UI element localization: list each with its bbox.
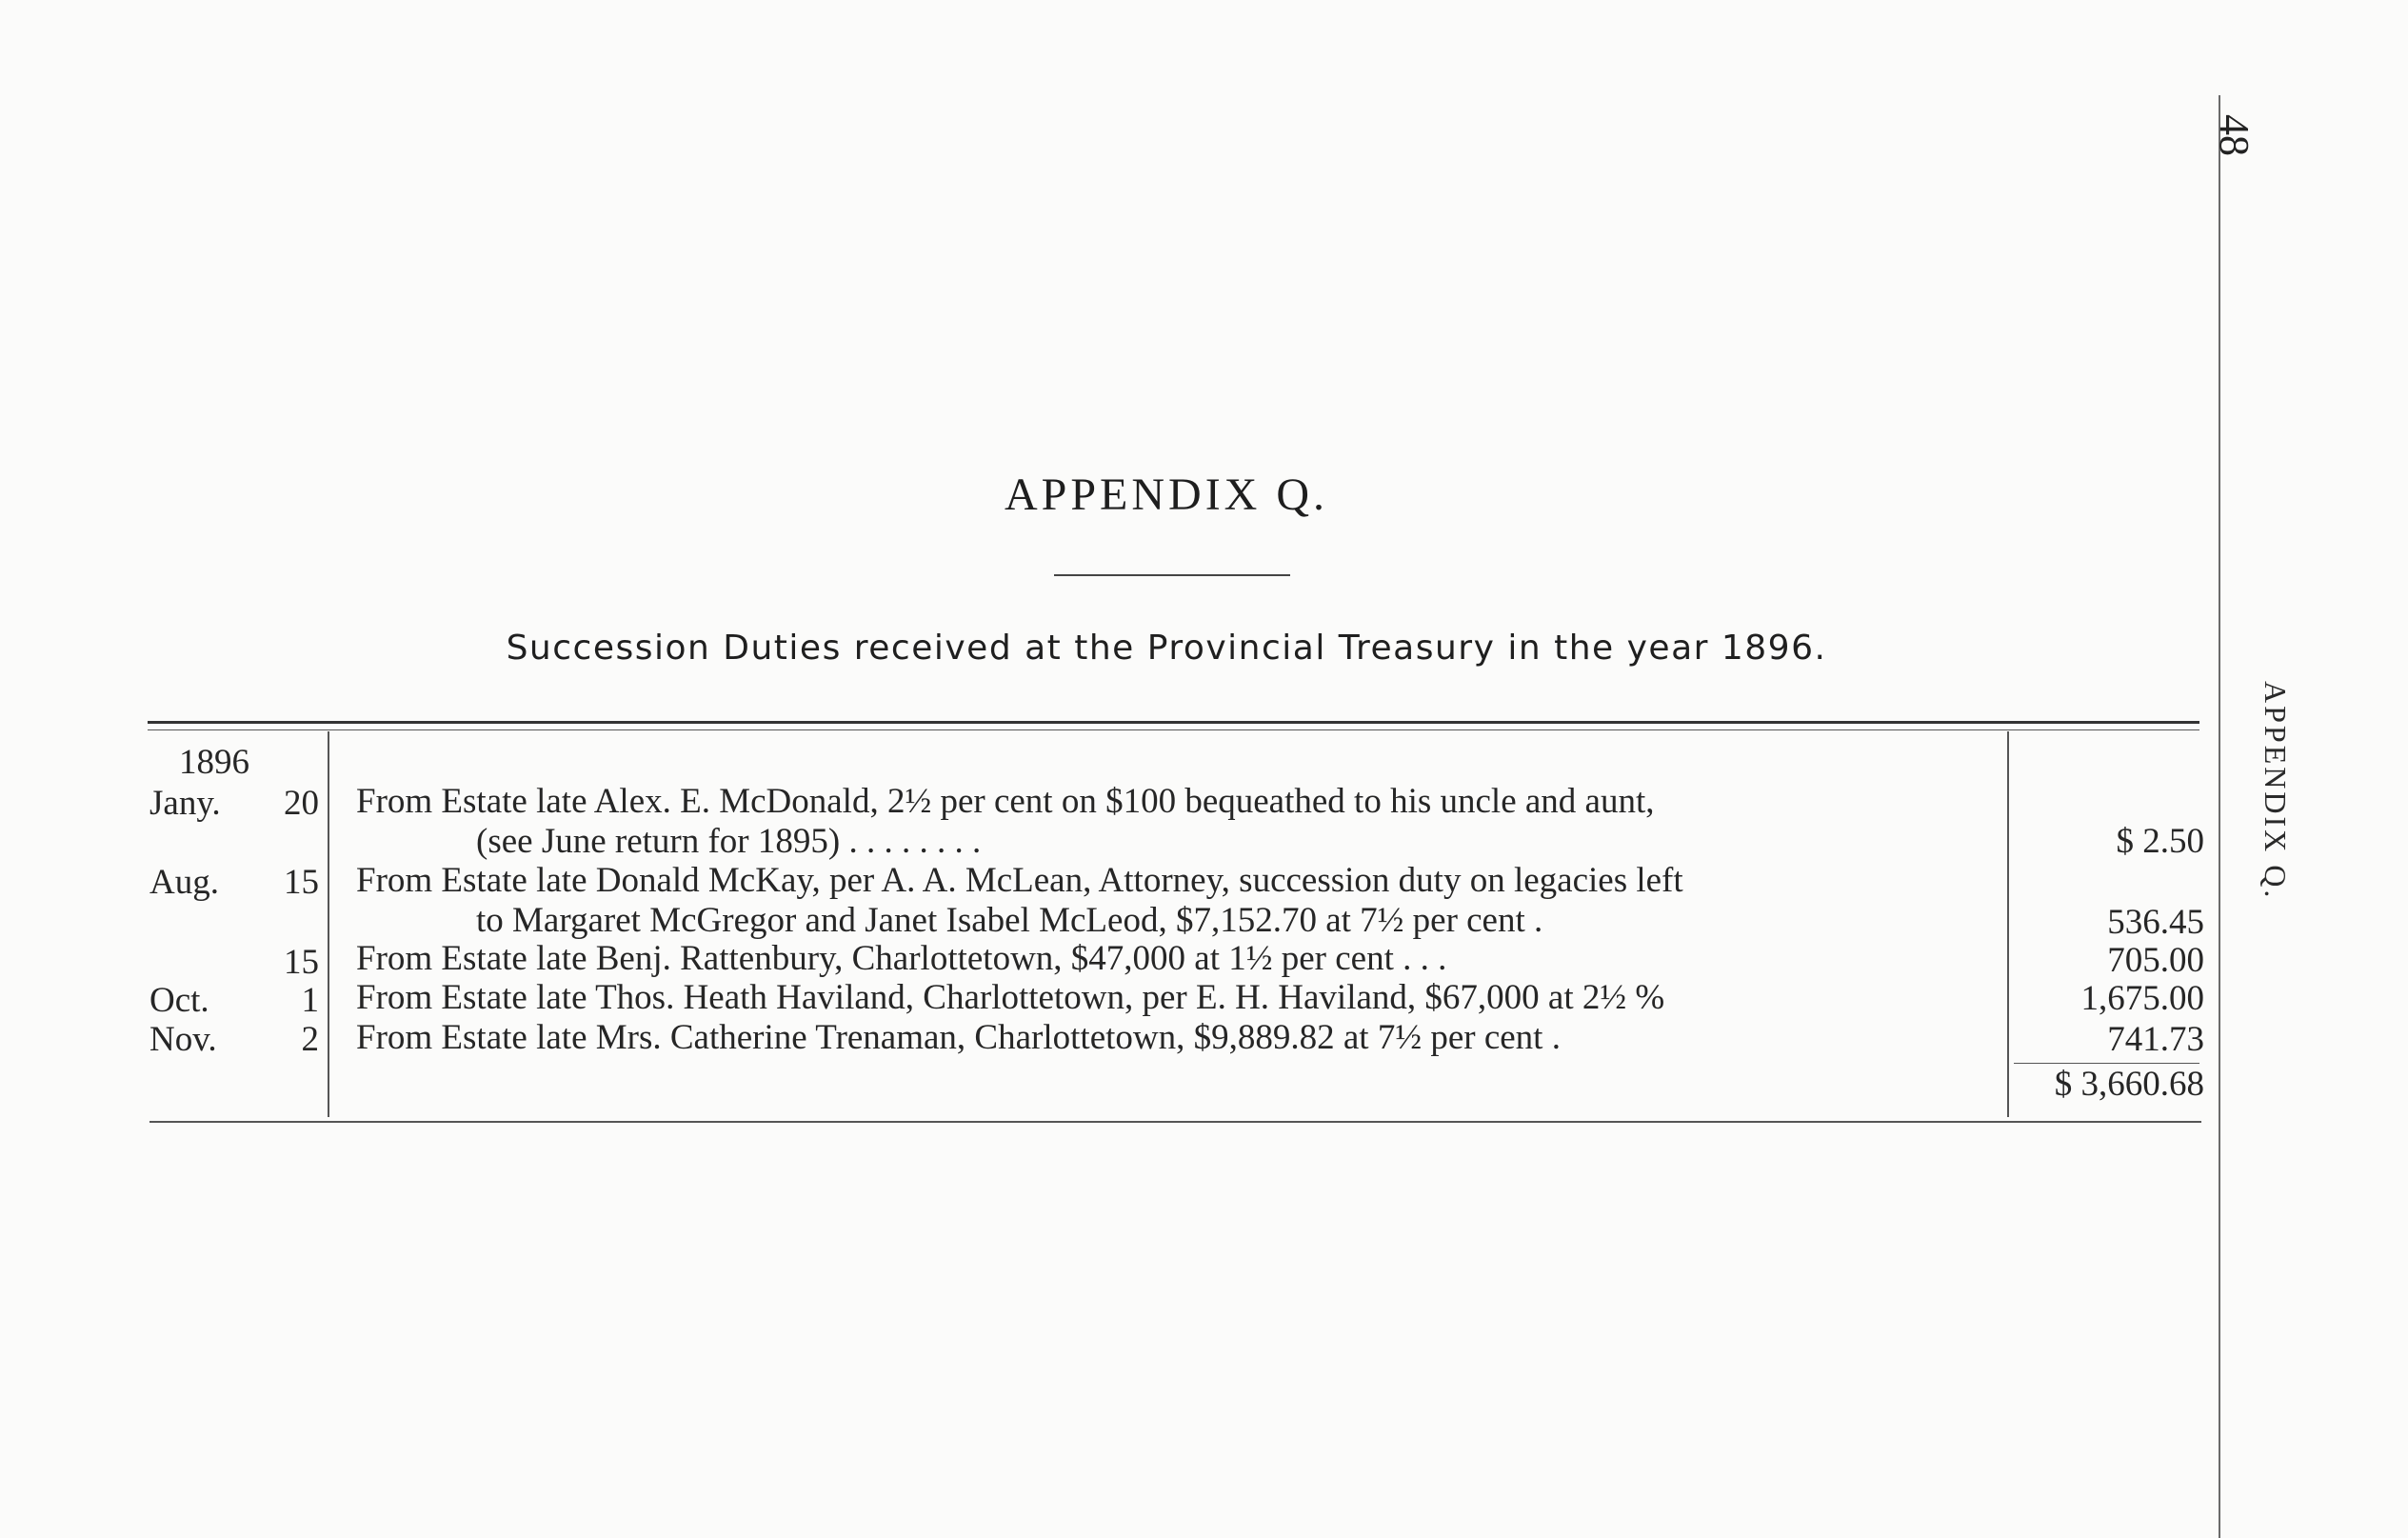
page-title: APPENDIX Q.: [1004, 469, 1328, 520]
title-divider: [1054, 574, 1290, 576]
total-rule: [2014, 1063, 2199, 1064]
row-month: Nov.: [149, 1020, 217, 1059]
row-description: From Estate late Donald McKay, per A. A. McLean, Attorney, succession duty on legacies left: [356, 861, 1683, 900]
row-day: 15: [284, 943, 319, 982]
row-description: From Estate late Thos. Heath Haviland, Charlottetown, per E. H. Haviland, $67,000 at 2½ %: [356, 978, 1665, 1017]
total-amount: $ 3,660.68: [2054, 1065, 2204, 1104]
row-description-continued: (see June return for 1895) . . . . . . . .: [476, 822, 982, 861]
table-bottom-rule: [149, 1121, 2201, 1123]
row-day: 2: [301, 1020, 319, 1059]
row-amount: 705.00: [2107, 941, 2204, 980]
row-description: From Estate late Alex. E. McDonald, 2½ per cent on $100 bequeathed to his uncle and aunt,: [356, 782, 1655, 821]
row-amount: 536.45: [2107, 903, 2204, 942]
row-day: 20: [284, 784, 319, 823]
row-amount: 741.73: [2107, 1020, 2204, 1059]
row-amount: $ 2.50: [2116, 822, 2204, 861]
page-number: 48: [2211, 114, 2258, 156]
table-top-rule: [148, 721, 2199, 724]
amount-column-divider: [2007, 731, 2009, 1117]
row-description: From Estate late Benj. Rattenbury, Charlottetown, $47,000 at 1½ per cent . . .: [356, 939, 1447, 978]
row-month: Oct.: [149, 981, 209, 1020]
row-description-continued: to Margaret McGregor and Janet Isabel McLeod, $7,152.70 at 7½ per cent .: [476, 901, 1543, 940]
running-head: APPENDIX Q.: [2259, 681, 2293, 901]
row-day: 15: [284, 863, 319, 902]
date-column-divider: [328, 731, 329, 1117]
row-month: Aug.: [149, 863, 219, 902]
year-heading: 1896: [179, 743, 249, 782]
row-amount: 1,675.00: [2080, 979, 2204, 1018]
margin-rule: [2219, 95, 2220, 1538]
row-day: 1: [301, 981, 319, 1020]
row-description: From Estate late Mrs. Catherine Trenaman, Charlottetown, $9,889.82 at 7½ per cent .: [356, 1018, 1561, 1057]
table-caption: Succession Duties received at the Provincial Treasury in the year 1896.: [506, 629, 1827, 668]
table-top-rule-thin: [148, 729, 2199, 730]
row-month: Jany.: [149, 784, 221, 823]
